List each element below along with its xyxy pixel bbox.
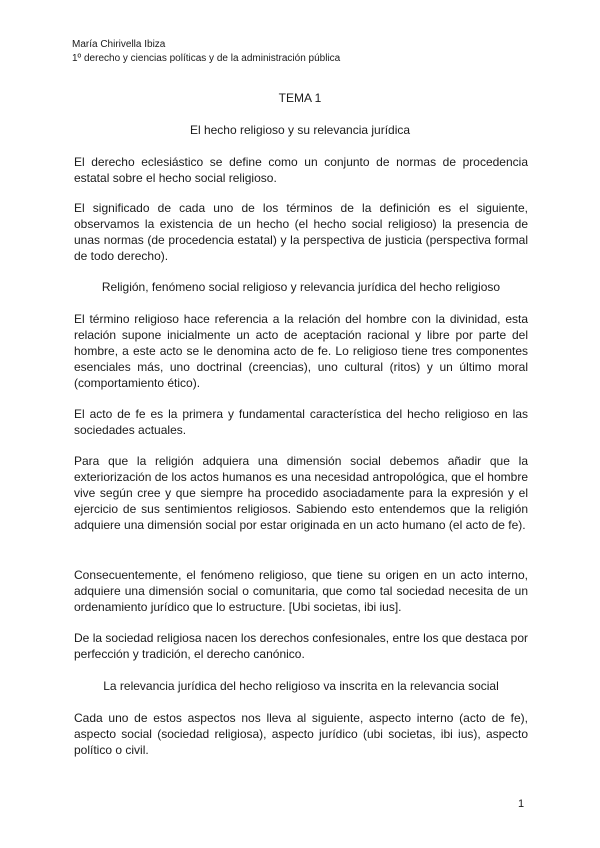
author-name: María Chirivella Ibiza — [72, 39, 166, 50]
section-subtitle-religion: Religión, fenómeno social religioso y relevancia jurídica del hecho religioso — [101, 280, 501, 294]
paragraph-act-of-faith: El acto de fe es la primera y fundamental característica del hecho religioso en las sociedades actuales. — [74, 407, 528, 437]
page-header — [72, 38, 340, 66]
paragraph-consequence: Consecuentemente, el fenómeno religioso, que tiene su origen en un acto interno, adquiere una dimensión social o comunitaria, que como tal sociedad necesita de un ordenamiento jurídico que lo estructure. [Ubi societas, ibi ius]. — [74, 568, 528, 614]
topic-heading: TEMA 1 — [278, 91, 322, 105]
document-title: El hecho religioso y su relevancia jurídica — [189, 123, 411, 137]
section-subtitle-relevance: La relevancia jurídica del hecho religioso va inscrita en la relevancia social — [103, 679, 499, 693]
paragraph-religious-term: El término religioso hace referencia a la relación del hombre con la divinidad, esta relación supone inicialmente un acto de aceptación racional y libre por parte del hombre, a este acto se le denomina acto de fe. Lo religioso tiene tres componentes esenciales más, uno doctrinal (creencias), uno cultural (ritos) y un último moral (comportamiento ético). — [74, 312, 528, 390]
paragraph-social-dimension: Para que la religión adquiera una dimensión social debemos añadir que la exteriorización de los actos humanos es una necesidad antropológica, que el hombre vive según cree y que siempre ha procedido asociadamente para la expresión y el ejercicio de sus sentimientos religiosos. Sabiendo esto entendemos que la religión adquiere una dimensión social por estar originada en un acto humano (el acto de fe). — [74, 454, 528, 532]
course-name: 1º derecho y ciencias políticas y de la administración pública — [72, 53, 341, 64]
paragraph-terms: El significado de cada uno de los términos de la definición es el siguiente, observamos la existencia de un hecho (el hecho social religioso) la presencia de unas normas (de procedencia estatal) y la perspectiva de justicia (perspectiva formal de todo derecho). — [74, 201, 528, 263]
paragraph-confessional-rights: De la sociedad religiosa nacen los derechos confesionales, entre los que destaca por perfección y tradición, el derecho canónico. — [74, 631, 528, 661]
paragraph-definition: El derecho eclesiástico se define como un conjunto de normas de procedencia estatal sobre el hecho social religioso. — [74, 155, 528, 185]
paragraph-aspects: Cada uno de estos aspectos nos lleva al siguiente, aspecto interno (acto de fe), aspecto social (sociedad religiosa), aspecto jurídico (ubi societas, ibi ius), aspecto político o civil. — [74, 711, 528, 757]
page-number: 1 — [518, 798, 525, 810]
